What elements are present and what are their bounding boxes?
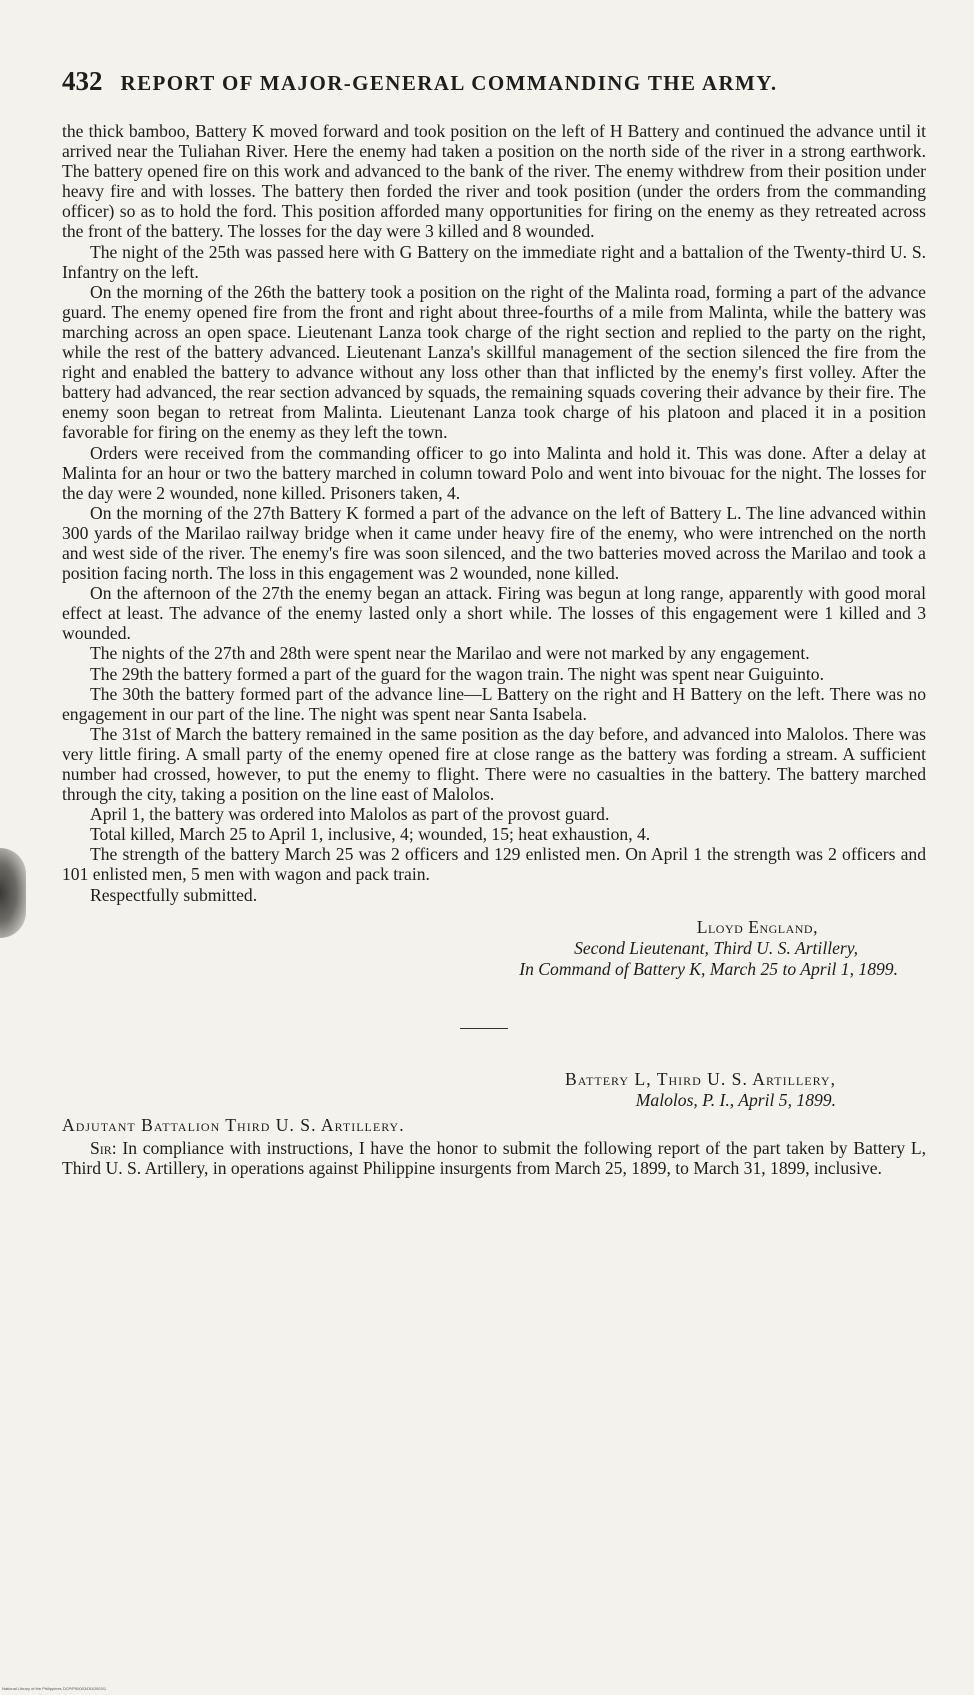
paragraph: Total killed, March 25 to April 1, inclusive, 4; wounded, 15; heat exhaustion, 4. bbox=[90, 824, 651, 845]
signature-command: In Command of Battery K, March 25 to April 1, 1899. bbox=[519, 958, 898, 979]
paragraph: Respectfully submitted. bbox=[90, 884, 258, 905]
paragraph: The strength of the battery March 25 was 2 officers and 129 enlisted men. On April 1 the strength was 2 officers and 101 enlisted men, 5 men with wagon and pack train. bbox=[62, 844, 926, 885]
opening-text: In compliance with instructions, I have the honor to submit the following report of the part taken by Battery L, Third U. S. Artillery, in operations against Philippine insurgents from March 25, 1899, to March 31, 1899, inclusive. bbox=[62, 1137, 926, 1178]
paragraph: The nights of the 27th and 28th were spent near the Marilao and were not marked by any engagement. bbox=[90, 643, 810, 664]
section-divider bbox=[460, 1028, 508, 1029]
signature-rank: Second Lieutenant, Third U. S. Artillery, bbox=[574, 937, 858, 958]
paragraph: Orders were received from the commanding officer to go into Malinta and hold it. This was done. After a delay at Malinta for an hour or two the battery marched in column toward Polo and went into bivouac for the night. The losses for the day were 2 wounded, none killed. Prisoners taken, 4. bbox=[62, 442, 926, 503]
paragraph: On the morning of the 27th Battery K formed a part of the advance on the left of Battery L. The line advanced within 300 yards of the Marilao railway bridge when it came under heavy fire of the enemy, who were intrenched on the north and west side of the river. The enemy's fire was soon silenced, and the two batteries moved across the Marilao and took a position facing north. The loss in this engagement was 2 wounded, none killed. bbox=[62, 502, 926, 584]
report-place-date: Malolos, P. I., April 5, 1899. bbox=[635, 1089, 836, 1110]
paragraph: The 31st of March the battery remained in the same position as the day before, and advanced into Malolos. There was very little firing. A small party of the enemy opened fire at close range as the battery was fording a stream. A sufficient number had crossed, however, to put the enemy to flight. There were no casualties in the battery. The battery marched through the city, taking a position on the line east of Malolos. bbox=[62, 723, 926, 805]
paragraph: The night of the 25th was passed here with G Battery on the immediate right and a battalion of the Twenty-third U. S. Infantry on the left. bbox=[62, 241, 926, 282]
paragraph: The 30th the battery formed part of the advance line—L Battery on the right and H Battery on the left. There was no engagement in our part of the line. The night was spent near Santa Isabela. bbox=[62, 683, 926, 724]
report-unit: Battery L, Third U. S. Artillery, bbox=[565, 1068, 836, 1089]
report-body bbox=[62, 121, 926, 905]
paragraph: On the afternoon of the 27th the enemy began an attack. Firing was begun at long range, apparently with good moral effect at least. The advance of the enemy lasted only a short while. The losses of this engagement were 1 killed and 3 wounded. bbox=[62, 583, 926, 644]
signature-name: Lloyd England, bbox=[696, 916, 818, 937]
second-report-heading bbox=[62, 1069, 926, 1111]
paragraph: April 1, the battery was ordered into Malolos as part of the provost guard. bbox=[90, 804, 610, 825]
page-number: 432 bbox=[62, 66, 103, 96]
paragraph: The 29th the battery formed a part of the guard for the wagon train. The night was spent near Guiguinto. bbox=[90, 663, 824, 684]
paragraph: On the morning of the 26th the battery took a position on the right of the Malinta road, forming a part of the advance guard. The enemy opened fire from the front and right about three-fourths of a mile from Malinta, while the battery was marching across an open space. Lieutenant Lanza took charge of the right section and replied to the party on the right, while the rest of the battery advanced. Lieutenant Lanza's skillful management of the section silenced the fire from the right and enabled the battery to advance without any loss other than that inflicted by the enemy's first volley. After the battery had advanced, the rear section advanced by squads, the remaining squads covering their advance by their fire. The enemy soon began to retreat from Malinta. Lieutenant Lanza took charge of his platoon and placed it in a position favorable for firing on the enemy as they left the town. bbox=[62, 281, 926, 443]
report-addressee: Adjutant Battalion Third U. S. Artillery. bbox=[62, 1114, 405, 1135]
signature-block bbox=[62, 917, 926, 980]
page-header bbox=[62, 66, 926, 97]
salutation-sir: Sir: bbox=[90, 1137, 117, 1158]
thumb-shadow bbox=[0, 848, 26, 938]
report-opening bbox=[62, 1138, 926, 1178]
running-title: REPORT OF MAJOR-GENERAL COMMANDING THE ARMY. bbox=[120, 71, 778, 95]
paragraph: the thick bamboo, Battery K moved forward and took position on the left of H Battery and continued the advance until it arrived near the Tuliahan River. Here the enemy had taken a position on the north side of the river in a strong earthwork. The battery opened fire on this work and advanced to the bank of the river. The enemy withdrew from their position under heavy fire and with losses. The battery then forded the river and took position (under the orders from the commanding officer) so as to hold the ford. This position afforded many opportunities for firing on the enemy as they retreated across the front of the battery. The losses for the day were 3 killed and 8 wounded. bbox=[62, 121, 926, 242]
archive-credit: National Library of the Philippines DCP/P00003430/2003/1 bbox=[2, 1686, 107, 1691]
document-page bbox=[62, 66, 926, 1178]
